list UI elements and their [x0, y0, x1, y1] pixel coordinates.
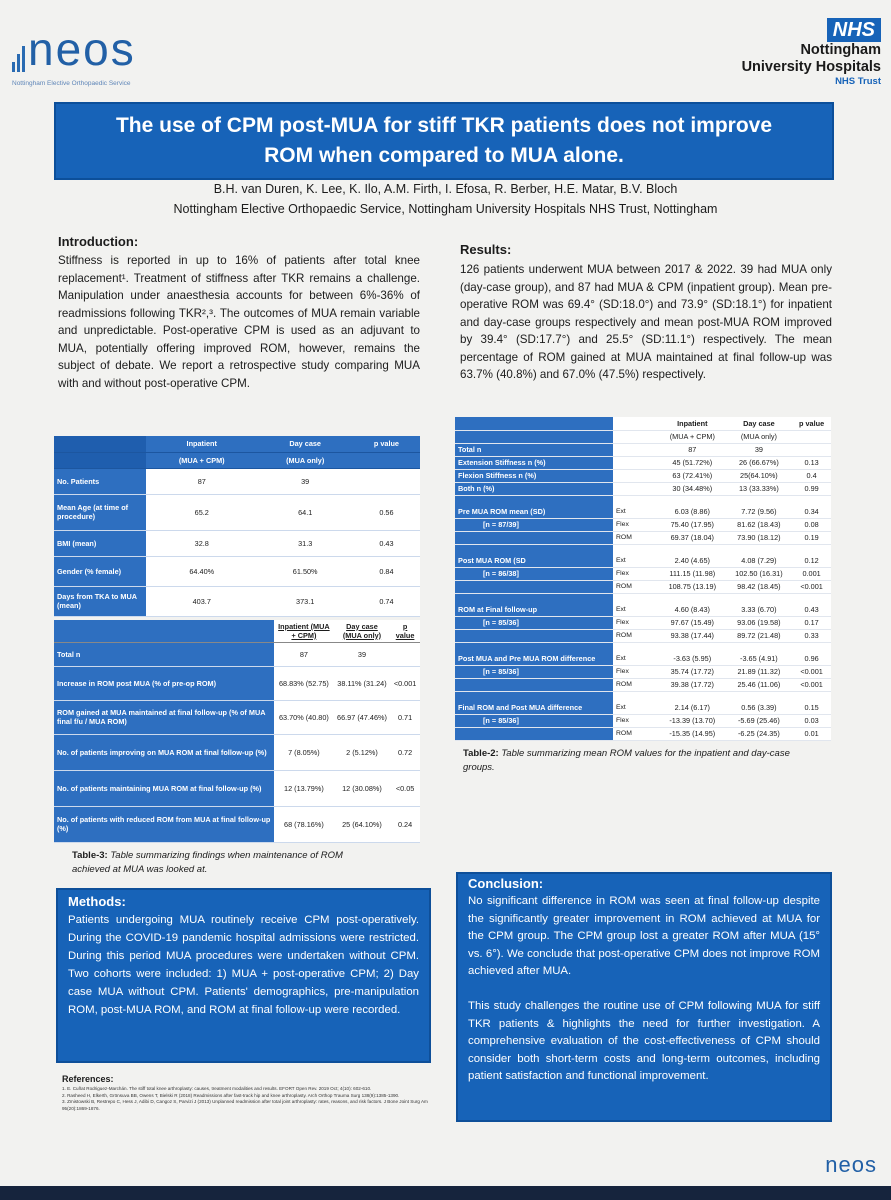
reference-item: 2. Rasheed H, Elkerth, Grönsuva BB, Owens T, Bielski R (2018) Readmissions after fast-track hip and knee arthroplasty. Arch Orthop Trauma Surg 138(9):1385-1390. [62, 1092, 400, 1098]
table-3-caption [54, 843, 420, 877]
table-cell: 97.67 (15.49) [659, 616, 726, 629]
table-header-cell: Inpatient (MUA + CPM) [274, 620, 334, 642]
table-header-cell: Day case (MUA only) [334, 620, 390, 642]
table-cell: <0.05 [390, 770, 420, 806]
table-cell [792, 443, 831, 456]
table-header-cell: Day case [258, 436, 353, 452]
table-cell: 35.74 (17.72) [659, 665, 726, 678]
table-row [455, 482, 831, 495]
row-label: Extension Stiffness n (%) [455, 456, 613, 469]
introduction-heading: Introduction: [58, 234, 139, 249]
table-cell: 0.56 (3.39) [726, 701, 793, 714]
table-row [54, 666, 420, 700]
results-heading: Results: [460, 242, 512, 257]
table-cell: 7.72 (9.56) [726, 505, 793, 518]
table-header-cell: Day case [726, 417, 793, 430]
table-row [455, 727, 831, 740]
table-row [54, 734, 420, 770]
row-n-label: [n = 85/36] [455, 616, 613, 629]
table-row [455, 567, 831, 580]
table-cell: 0.15 [792, 701, 831, 714]
table-cell: 108.75 (13.19) [659, 580, 726, 593]
row-label: ROM at Final follow-up [455, 603, 613, 616]
table-cell: <0.001 [390, 666, 420, 700]
table-cell: 0.01 [792, 727, 831, 740]
table-cell: 13 (33.33%) [726, 482, 793, 495]
table-header-cell: p value [390, 620, 420, 642]
table-subheader-cell: (MUA + CPM) [146, 452, 258, 468]
table-cell: 25 (64.10%) [334, 806, 390, 842]
row-label-blank [455, 580, 613, 593]
table-cell: 6.03 (8.86) [659, 505, 726, 518]
table-header-cell: Inpatient [659, 417, 726, 430]
table-spacer-row [455, 593, 831, 603]
table-cell [353, 468, 420, 494]
conclusion-section [456, 872, 832, 1122]
row-label: Post MUA ROM (SD [455, 554, 613, 567]
table-cell: 0.56 [353, 494, 420, 530]
row-label: Flexion Stiffness n (%) [455, 469, 613, 482]
row-label-blank [455, 531, 613, 544]
methods-text: Patients undergoing MUA routinely receive CPM post-operatively. During the COVID-19 pandemic hospital admissions were restricted. During this period MUA procedures were undertaken without CPM. Two cohorts were included: 1) MUA + post-operative CPM; 2) Day case MUA without CPM. Patients' demographics, pre-manipulation ROM, post-MUA ROM, and ROM at final follow-up were recorded. [68, 914, 419, 1016]
table-cell: 2.14 (6.17) [659, 701, 726, 714]
table-cell: -3.63 (5.95) [659, 652, 726, 665]
table-cell: <0.001 [792, 678, 831, 691]
table-cell: 68.83% (52.75) [274, 666, 334, 700]
introduction-section [58, 234, 420, 392]
table-cell: 0.03 [792, 714, 831, 727]
row-sublabel: ROM [613, 531, 659, 544]
nhs-badge: NHS [827, 18, 881, 42]
table-cell: 87 [659, 443, 726, 456]
row-label: Total n [455, 443, 613, 456]
row-n-label: [n = 85/36] [455, 665, 613, 678]
row-label: Pre MUA ROM mean (SD) [455, 505, 613, 518]
table-cell: 25(64.10%) [726, 469, 793, 482]
row-sublabel: ROM [613, 727, 659, 740]
table-cell: 75.40 (17.95) [659, 518, 726, 531]
table-cell: 0.33 [792, 629, 831, 642]
row-label: No. of patients with reduced ROM from MUA at final follow-up (%) [54, 806, 274, 842]
table-cell: 0.24 [390, 806, 420, 842]
table-row [455, 443, 831, 456]
methods-section [56, 888, 431, 1063]
conclusion-text-1: No significant difference in ROM was seen at final follow-up despite the significantly greater improvement in ROM achieved at MUA for the CPM group. The CPM group lost a greater ROM after MUA (15° vs. 6°). We conclude that post-operative CPM does not improve ROM achieved after MUA. [468, 895, 820, 978]
row-sublabel: Ext [613, 505, 659, 518]
table-cell: 81.62 (18.43) [726, 518, 793, 531]
table-cell: 66.97 (47.46%) [334, 700, 390, 734]
row-sublabel: Ext [613, 554, 659, 567]
table-cell: 25.46 (11.06) [726, 678, 793, 691]
table-cell: 0.17 [792, 616, 831, 629]
table-cell: 0.99 [792, 482, 831, 495]
methods-heading: Methods: [68, 894, 126, 909]
table-row [455, 714, 831, 727]
caption-text: Table summarizing findings when maintenance of ROM achieved at MUA was looked at. [72, 849, 343, 875]
table-subheader-row [455, 430, 831, 443]
row-sublabel: Ext [613, 603, 659, 616]
table-row [54, 530, 420, 556]
table-row [54, 770, 420, 806]
table-cell: 7 (8.05%) [274, 734, 334, 770]
caption-text: Table summarizing mean ROM values for the inpatient and day-case groups. [463, 747, 790, 773]
table-subheader-row [54, 452, 420, 468]
table-row [455, 665, 831, 678]
table-cell: 0.74 [353, 586, 420, 616]
table-row [54, 806, 420, 842]
logo-subtitle: Nottingham Elective Orthopaedic Service [12, 80, 131, 87]
row-label: Total n [54, 642, 274, 666]
table-cell: 0.43 [792, 603, 831, 616]
row-sublabel: Flex [613, 714, 659, 727]
table-cell: -13.39 (13.70) [659, 714, 726, 727]
nhs-trust: NHS Trust [835, 76, 881, 87]
row-sublabel: ROM [613, 629, 659, 642]
table-cell: 39 [726, 443, 793, 456]
nhs-org-line2: University Hospitals [741, 59, 881, 75]
nhs-logo [641, 18, 881, 88]
table-subheader-cell [792, 430, 831, 443]
table-cell: 65.2 [146, 494, 258, 530]
table-cell: 0.12 [792, 554, 831, 567]
table-cell: 0.34 [792, 505, 831, 518]
row-label: No. of patients improving on MUA ROM at final follow-up (%) [54, 734, 274, 770]
row-sublabel: Flex [613, 518, 659, 531]
caption-label: Table-2: [463, 747, 499, 759]
table-cell: 12 (30.08%) [334, 770, 390, 806]
table-cell: 0.84 [353, 556, 420, 586]
row-label: Mean Age (at time of procedure) [54, 494, 146, 530]
table-cell: -3.65 (4.91) [726, 652, 793, 665]
nhs-org-line1: Nottingham [800, 42, 881, 58]
row-sublabel: Flex [613, 616, 659, 629]
row-label: Final ROM and Post MUA difference [455, 701, 613, 714]
table-cell: 3.33 (6.70) [726, 603, 793, 616]
table-3 [54, 620, 420, 877]
row-n-label: [n = 85/36] [455, 714, 613, 727]
table-row [54, 494, 420, 530]
row-label: Days from TKA to MUA (mean) [54, 586, 146, 616]
table-cell: 403.7 [146, 586, 258, 616]
reference-item: 1. E. Cuñat Rodriguez-Marchán. The stiff total knee arthroplasty: causes, treatment modalities and results. EFORT Open Rev. 2019 Oct; 4(10): 602-610. [62, 1086, 372, 1091]
table-spacer-row [455, 495, 831, 505]
table-header-row [54, 620, 420, 642]
table-cell: 0.13 [792, 456, 831, 469]
table-row [455, 505, 831, 518]
table-cell: 4.08 (7.29) [726, 554, 793, 567]
table-cell: 2 (5.12%) [334, 734, 390, 770]
table-cell: 98.42 (18.45) [726, 580, 793, 593]
row-label: Post MUA and Pre MUA ROM difference [455, 652, 613, 665]
table-header-row [54, 436, 420, 452]
reference-item: 3. Zmistowski B, Restrepo C, Hess J, Adibi D, Cangoz S, Parvizi J (2013) Unplanned readmission after total joint arthroplasty: rates, reasons, and risk factors. J Bone Joint Surg Am 95(20):1869-1876. [62, 1099, 428, 1111]
table-cell: 63.70% (40.80) [274, 700, 334, 734]
table-row [455, 469, 831, 482]
row-label: No. of patients maintaining MUA ROM at final follow-up (%) [54, 770, 274, 806]
table-cell: 64.1 [258, 494, 353, 530]
table-cell: 89.72 (21.48) [726, 629, 793, 642]
table-2-caption [455, 741, 831, 775]
table-cell: 39 [258, 468, 353, 494]
table-cell: 2.40 (4.65) [659, 554, 726, 567]
table-cell: 0.96 [792, 652, 831, 665]
row-sublabel: Flex [613, 567, 659, 580]
table-cell: 30 (34.48%) [659, 482, 726, 495]
table-cell: 39.38 (17.72) [659, 678, 726, 691]
row-sublabel: Flex [613, 665, 659, 678]
table-cell: 0.4 [792, 469, 831, 482]
table-cell: 93.38 (17.44) [659, 629, 726, 642]
table-row [455, 678, 831, 691]
authors: B.H. van Duren, K. Lee, K. Ilo, A.M. Firth, I. Efosa, R. Berber, H.E. Matar, B.V. Bloch [213, 182, 678, 196]
table-row [54, 468, 420, 494]
table-row [455, 701, 831, 714]
row-label: Gender (% female) [54, 556, 146, 586]
title-banner [54, 102, 834, 180]
affiliation: Nottingham Elective Orthopaedic Service, Nottingham University Hospitals NHS Trust, Nottingham [173, 202, 718, 216]
row-sublabel: Ext [613, 652, 659, 665]
table-cell: 373.1 [258, 586, 353, 616]
table-cell: 102.50 (16.31) [726, 567, 793, 580]
row-n-label: [n = 87/39] [455, 518, 613, 531]
results-section [460, 242, 832, 384]
table-cell: 0.43 [353, 530, 420, 556]
table-cell: 73.90 (18.12) [726, 531, 793, 544]
references-section [62, 1074, 432, 1112]
row-label: Increase in ROM post MUA (% of pre-op ROM) [54, 666, 274, 700]
poster-title: The use of CPM post-MUA for stiff TKR patients does not improve ROM when compared to MUA alone. [115, 114, 773, 167]
table-row [54, 642, 420, 666]
table-subheader-cell: (MUA only) [258, 452, 353, 468]
table-cell: 64.40% [146, 556, 258, 586]
table-cell: -6.25 (24.35) [726, 727, 793, 740]
table-spacer-row [455, 544, 831, 554]
table-cell: <0.001 [792, 580, 831, 593]
table-cell: 21.89 (11.32) [726, 665, 793, 678]
table-cell: 93.06 (19.58) [726, 616, 793, 629]
table-header-row [455, 417, 831, 430]
footer-bar [0, 1186, 891, 1200]
table-row [54, 586, 420, 616]
table-cell: 111.15 (11.98) [659, 567, 726, 580]
table-header-cell: p value [353, 436, 420, 452]
table-cell: 0.72 [390, 734, 420, 770]
table-spacer-row [455, 642, 831, 652]
table-cell: 45 (51.72%) [659, 456, 726, 469]
table-subheader-cell [353, 452, 420, 468]
table-cell: 31.3 [258, 530, 353, 556]
table-cell: 32.8 [146, 530, 258, 556]
table-row [455, 603, 831, 616]
footer-logo: neos [825, 1152, 877, 1177]
row-label: BMI (mean) [54, 530, 146, 556]
row-label: Both n (%) [455, 482, 613, 495]
table-row [455, 554, 831, 567]
table-header-cell: Inpatient [146, 436, 258, 452]
references-heading: References: [62, 1074, 114, 1084]
table-row [455, 580, 831, 593]
table-cell: -15.35 (14.95) [659, 727, 726, 740]
row-label-blank [455, 678, 613, 691]
row-n-label: [n = 86/38] [455, 567, 613, 580]
table-row [455, 629, 831, 642]
logo-word: neos [28, 23, 136, 75]
table-cell: 63 (72.41%) [659, 469, 726, 482]
table-cell: 4.60 (8.43) [659, 603, 726, 616]
table-cell: 61.50% [258, 556, 353, 586]
table-1 [54, 436, 420, 634]
row-label: ROM gained at MUA maintained at final follow-up (% of MUA final f/u / MUA ROM) [54, 700, 274, 734]
table-row [54, 700, 420, 734]
table-cell: 12 (13.79%) [274, 770, 334, 806]
row-sublabel: ROM [613, 678, 659, 691]
table-row [455, 616, 831, 629]
table-cell: 0.001 [792, 567, 831, 580]
table-cell: 26 (66.67%) [726, 456, 793, 469]
table-header-cell: p value [792, 417, 831, 430]
table-2 [455, 417, 831, 775]
table-cell: 69.37 (18.04) [659, 531, 726, 544]
conclusion-heading: Conclusion: [468, 876, 544, 891]
table-cell: 87 [274, 642, 334, 666]
table-cell: 39 [334, 642, 390, 666]
results-text: 126 patients underwent MUA between 2017 & 2022. 39 had MUA only (day-case group), and 87 had MUA & CPM (inpatient group). Mean pre-operative ROM was 69.4° (SD:18.0°) and 73.9° (SD:18.1°) for inpatient and day-case groups respectively and mean post-MUA ROM improved by 39.4° (SD:17.7°) and 25.5° (SD:11.1°) respectively. The mean percentage of ROM gained at MUA maintained at final follow-up was 63.7% (40.8%) and 67.0% (47.5%) respectively. [460, 263, 832, 381]
conclusion-text-2: This study challenges the routine use of CPM following MUA for stiff TKR patients & highlights the need for further investigation. A comprehensive evaluation of the cost-effectiveness of CPM should consider both short-term costs and long-term outcomes, including patient satisfaction and functional improvement. [468, 999, 820, 1083]
table-row [54, 556, 420, 586]
row-sublabel: Ext [613, 701, 659, 714]
table-cell: 68 (78.16%) [274, 806, 334, 842]
caption-label: Table-3: [72, 849, 108, 861]
table-spacer-row [455, 691, 831, 701]
table-cell: -5.69 (25.46) [726, 714, 793, 727]
row-label-blank [455, 629, 613, 642]
table-cell: 38.11% (31.24) [334, 666, 390, 700]
row-sublabel: ROM [613, 580, 659, 593]
table-cell: 0.71 [390, 700, 420, 734]
table-cell [390, 642, 420, 666]
table-row [455, 518, 831, 531]
row-label-blank [455, 727, 613, 740]
table-cell: 87 [146, 468, 258, 494]
table-cell: 0.08 [792, 518, 831, 531]
table-row [455, 456, 831, 469]
table-cell: 0.19 [792, 531, 831, 544]
table-subheader-cell: (MUA + CPM) [659, 430, 726, 443]
neos-logo [6, 20, 206, 100]
table-subheader-cell: (MUA only) [726, 430, 793, 443]
table-row [455, 652, 831, 665]
table-cell: <0.001 [792, 665, 831, 678]
table-row [455, 531, 831, 544]
row-label: No. Patients [54, 468, 146, 494]
introduction-text: Stiffness is reported in up to 16% of patients after total knee replacement¹. Treatment of stiffness after TKR remains a challenge. Manipulation under anaesthesia accounts for between 6%-36% of readmissions following TKR²,³. The outcomes of MUA remain variable and unpredictable. Post-operative CPM is used as an adjuvant to MUA, potentially offering improved ROM, however, remains the subject of debate. We report a retrospective study comparing MUA with and without post-operative CPM. [58, 254, 420, 390]
